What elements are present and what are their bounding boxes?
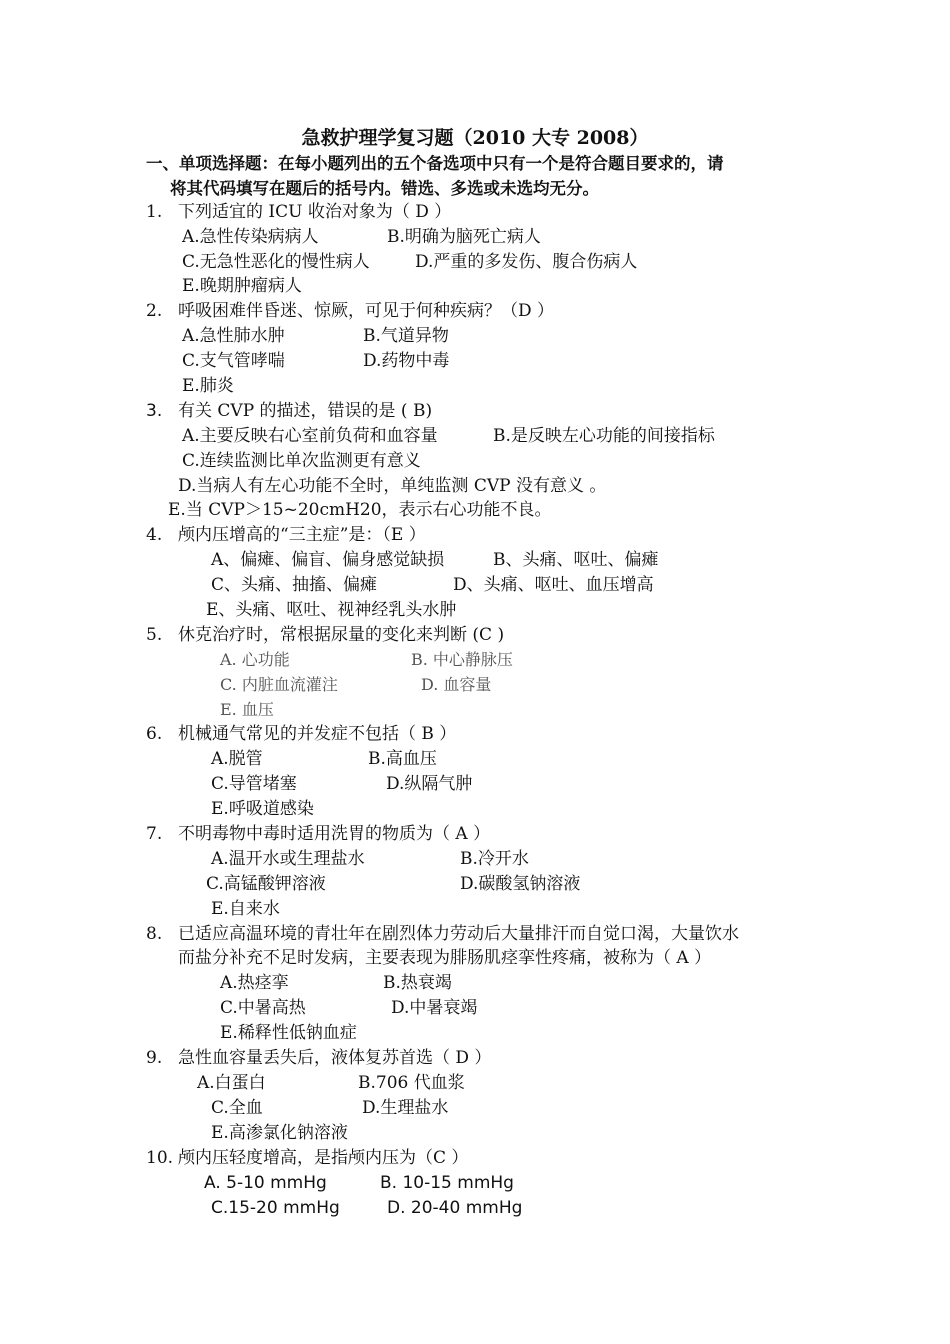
question-number: 6. [146,724,163,744]
option-b: B.热衰竭 [383,973,452,993]
question-number: 5. [146,625,163,645]
option-c: C. 内脏血流灌注 [220,675,338,694]
question-number: 4. [146,525,163,545]
option-c: C.中暑高热 [220,998,306,1018]
question-number: 8. [146,924,163,944]
option-d: D. 血容量 [421,675,492,694]
question-stem: 不明毒物中毒时适用洗胃的物质为（ A ） [178,824,491,844]
question-stem: 有关 CVP 的描述，错误的是 ( B) [178,401,433,421]
option-a: A.热痉挛 [220,973,289,993]
option-b: B.高血压 [368,749,437,769]
option-e: E.稀释性低钠血症 [220,1023,357,1043]
instructions-line-1: 一、单项选择题：在每小题列出的五个备选项中只有一个是符合题目要求的，请 [146,154,724,173]
option-d: D.碳酸氢钠溶液 [460,874,581,894]
option-e: E.当 CVP＞15~20cmH20，表示右心功能不良。 [168,500,552,520]
instructions-line-2: 将其代码填写在题后的括号内。错选、多选或未选均无分。 [170,179,599,198]
option-d: D.中暑衰竭 [391,998,478,1018]
option-a: A.脱管 [211,749,263,769]
option-e: E.自来水 [211,899,280,919]
option-b: B. 10-15 mmHg [380,1173,514,1193]
option-a: A.急性传染病病人 [182,227,319,247]
question-stem: 呼吸困难伴昏迷、惊厥，可见于何种疾病？（D ） [178,301,555,321]
question-stem: 机械通气常见的并发症不包括（ B ） [178,724,457,744]
option-d: D.生理盐水 [362,1098,449,1118]
option-a: A.温开水或生理盐水 [211,849,365,869]
question-stem: 急性血容量丢失后，液体复苏首选（ D ） [178,1048,492,1068]
question-stem: 颅内压增高的“三主症”是：（E ） [178,525,426,545]
option-c: C.15-20 mmHg [211,1198,340,1218]
question-stem: 下列适宜的 ICU 收治对象为（ D ） [178,202,452,222]
option-d: D.纵隔气肿 [386,774,473,794]
question-number: 7. [146,824,163,844]
option-c: C、头痛、抽搐、偏瘫 [211,575,378,595]
option-e: E.肺炎 [182,376,234,396]
option-d: D.当病人有左心功能不全时，单纯监测 CVP 没有意义 。 [178,476,607,496]
option-c: C.无急性恶化的慢性病人 [182,252,370,272]
option-a: A. 心功能 [220,650,290,669]
question-number: 9. [146,1048,163,1068]
option-b: B.706 代血浆 [358,1073,465,1093]
document-title: 急救护理学复习题（2010 大专 2008） [301,127,649,149]
option-b: B、头痛、呕吐、偏瘫 [493,550,659,570]
option-c: C.高锰酸钾溶液 [206,874,326,894]
option-d: D.严重的多发伤、腹合伤病人 [415,252,638,272]
question-number: 3. [146,401,163,421]
option-b: B.冷开水 [460,849,529,869]
question-stem: 已适应高温环境的青壮年在剧烈体力劳动后大量排汗而自觉口渴，大量饮水 [178,924,739,944]
option-b: B.明确为脑死亡病人 [387,227,541,247]
option-e: E.呼吸道感染 [211,799,314,819]
option-a: A.急性肺水肿 [182,326,285,346]
option-e: E、头痛、呕吐、视神经乳头水肿 [206,600,457,620]
question-stem: 颅内压轻度增高，是指颅内压为（C ） [178,1148,469,1168]
question-number: 10. [146,1148,174,1168]
option-a: A.主要反映右心室前负荷和血容量 [182,426,438,446]
question-number: 1. [146,202,163,222]
option-d: D、头痛、呕吐、血压增高 [453,575,654,595]
option-d: D. 20-40 mmHg [387,1198,523,1218]
option-c: C.导管堵塞 [211,774,297,794]
option-e: E. 血压 [220,700,274,719]
option-b: B.是反映左心功能的间接指标 [493,426,715,446]
option-a: A. 5-10 mmHg [204,1173,327,1193]
option-e: E.高渗氯化钠溶液 [211,1123,348,1143]
question-number: 2. [146,301,163,321]
question-stem-continued: 而盐分补充不足时发病，主要表现为腓肠肌痉挛性疼痛，被称为（ A ） [178,948,712,968]
option-e: E.晚期肿瘤病人 [182,276,302,296]
option-b: B. 中心静脉压 [411,650,513,669]
section-instructions [146,151,826,201]
option-c: C.连续监测比单次监测更有意义 [182,451,421,471]
option-c: C.全血 [211,1098,263,1118]
option-c: C.支气管哮喘 [182,351,285,371]
option-a: A、偏瘫、偏盲、偏身感觉缺损 [211,550,445,570]
question-stem: 休克治疗时，常根据尿量的变化来判断 (C ) [178,625,505,645]
option-d: D.药物中毒 [363,351,450,371]
option-b: B.气道异物 [363,326,449,346]
option-a: A.白蛋白 [197,1073,266,1093]
